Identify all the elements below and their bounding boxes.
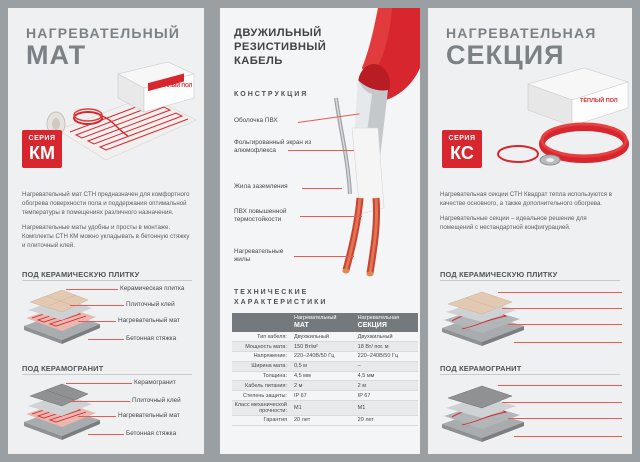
tech-heading-line2: ХАРАКТЕРИСТИКИ xyxy=(234,299,328,307)
spec-row xyxy=(232,381,418,391)
lead-line xyxy=(300,216,362,217)
cable-title-line1: ДВУЖИЛЬНЫЙ xyxy=(234,27,322,39)
spec-mat-value: 150 Вт/м² xyxy=(292,342,356,352)
section-panel xyxy=(428,8,632,454)
tile-layer-label-4: Бетонная стяжка xyxy=(126,335,177,342)
spec-header-mat-big: МАТ xyxy=(294,321,309,329)
lead-line xyxy=(498,292,622,293)
spec-mat-value: 20 лет xyxy=(292,416,356,426)
spec-section-value: 18 Вт/ пог. м xyxy=(356,342,418,352)
spec-header-section xyxy=(356,313,418,332)
spec-key: Напряжение: xyxy=(232,352,292,362)
cable-title-line2: РЕЗИСТИВНЫЙ xyxy=(234,41,327,53)
spec-mat-value: 2 м xyxy=(292,381,356,391)
lead-line xyxy=(88,339,124,340)
construction-heading: КОНСТРУКЦИЯ xyxy=(234,91,309,98)
spec-header-section-big: СЕКЦИЯ xyxy=(357,321,387,329)
spec-header-row xyxy=(232,313,418,332)
cable-title-line3: КАБЕЛЬ xyxy=(234,55,283,67)
granite-layers-image xyxy=(22,378,102,442)
spec-header-empty xyxy=(232,313,292,332)
lead-line xyxy=(66,383,132,384)
mat-description xyxy=(22,191,194,251)
lead-line xyxy=(514,436,622,437)
section-tile-layers-image xyxy=(440,288,526,348)
cable-label-heating-cores: Нагревательные жилы xyxy=(234,248,284,264)
mat-granite-heading: ПОД КЕРАМОГРАНИТ xyxy=(22,364,104,373)
spec-section-value: М1 xyxy=(356,401,418,416)
lead-line xyxy=(302,188,342,189)
granite-layer-label-4: Бетонная стяжка xyxy=(126,430,177,437)
spec-section-value: Двухжильный xyxy=(356,332,418,342)
cable-label-earth: Жила заземления xyxy=(234,183,288,190)
cable-label-foil: Фольгированный экран из алюмофлекса xyxy=(234,139,312,155)
mat-desc-p2: Нагревательные маты удобны и просты в монтаже. Комплекты СТН КМ можно укладывать в бетонную стяжку и плиточный клей. xyxy=(22,223,190,249)
section-desc-p2: Нагревательные секции – идеальное решение для помещений с нестандартной конфигурацией. xyxy=(440,214,587,231)
spec-key: Класс механической прочности: xyxy=(232,401,292,416)
mat-desc-p1: Нагревательный мат СТН предназначен для комфортного обогрева поверхности пола и поддержания оптимальной температуры в помещениях различного назначения. xyxy=(22,191,190,216)
spec-key: Толщина: xyxy=(232,371,292,381)
spec-key: Тип кабеля: xyxy=(232,332,292,342)
lead-line xyxy=(288,150,354,151)
spec-row xyxy=(232,401,418,416)
section-desc-p1: Нагревательная секции СТН Квадрат тепла используются в качестве основного, а также дополнительного обогрева. xyxy=(440,191,613,207)
spec-mat-value: М1 xyxy=(292,401,356,416)
mat-series-code: КМ xyxy=(29,143,55,163)
spec-key: Ширина мата: xyxy=(232,361,292,371)
tile-layer-label-2: Плиточный клей xyxy=(126,301,175,308)
tile-layer-label-3: Нагревательный мат xyxy=(118,317,180,324)
lead-line xyxy=(78,321,116,322)
spec-header-section-small: Нагревательная xyxy=(357,315,400,321)
spec-mat-value: 4,5 мм xyxy=(292,371,356,381)
tile-layers-image xyxy=(22,286,102,346)
section-series-code: КС xyxy=(450,143,474,163)
cable-label-sheath: Оболочка ПВХ xyxy=(234,117,278,124)
mat-series-label: СЕРИЯ xyxy=(28,135,56,142)
section-tile-heading: ПОД КЕРАМИЧЕСКУЮ ПЛИТКУ xyxy=(440,270,558,279)
spec-header-mat-small: Нагревательный xyxy=(294,315,337,321)
spec-row xyxy=(232,332,418,342)
divider xyxy=(440,374,620,375)
section-title xyxy=(446,26,597,69)
spec-key: Гарантия xyxy=(232,416,292,426)
spec-section-value: 2 м xyxy=(356,381,418,391)
granite-layer-label-2: Плиточный клей xyxy=(132,397,181,404)
spec-row xyxy=(232,342,418,352)
spec-mat-value: 220–240В/50 Гц xyxy=(292,352,356,362)
lead-line xyxy=(508,418,622,419)
spec-header-mat xyxy=(292,313,356,332)
lead-line xyxy=(514,342,622,343)
mat-tile-heading: ПОД КЕРАМИЧЕСКУЮ ПЛИТКУ xyxy=(22,270,140,279)
cable-label-insulation: ПВХ повышенной термостойкости xyxy=(234,208,287,224)
cable-panel xyxy=(220,8,420,454)
tile-layer-label-1: Керамическая плитка xyxy=(120,285,185,292)
spec-row xyxy=(232,391,418,401)
spec-table xyxy=(232,313,418,426)
tech-heading-line1: ТЕХНИЧЕСКИЕ xyxy=(234,289,309,296)
section-product-image xyxy=(488,64,632,174)
spec-mat-value: 0,5 м xyxy=(292,361,356,371)
lead-line xyxy=(294,256,354,257)
section-series-badge xyxy=(442,130,482,168)
divider xyxy=(22,280,192,281)
section-series-label: СЕРИЯ xyxy=(448,135,476,142)
section-description xyxy=(440,191,620,233)
spec-mat-value: IP 67 xyxy=(292,391,356,401)
lead-line xyxy=(70,305,124,306)
spec-section-value: 220–240В/50 Гц xyxy=(356,352,418,362)
lead-line xyxy=(70,401,130,402)
spec-key: Степень защиты: xyxy=(232,391,292,401)
spec-key: Кабель питания: xyxy=(232,381,292,391)
mat-title-line2: МАТ xyxy=(26,40,87,70)
section-granite-heading: ПОД КЕРАМОГРАНИТ xyxy=(440,364,522,373)
section-title-line2: СЕКЦИЯ xyxy=(446,40,565,70)
section-granite-layers-image xyxy=(440,380,526,444)
spec-row xyxy=(232,361,418,371)
spec-section-value: 4,5 мм xyxy=(356,371,418,381)
divider xyxy=(440,280,620,281)
spec-section-value: 20 лет xyxy=(356,416,418,426)
cable-illustration xyxy=(300,8,420,283)
spec-row xyxy=(232,416,418,426)
spec-section-value: – xyxy=(356,361,418,371)
spec-section-value: IP 67 xyxy=(356,391,418,401)
spec-row xyxy=(232,371,418,381)
spec-row xyxy=(232,352,418,362)
spec-key: Мощность мата: xyxy=(232,342,292,352)
spec-mat-value: Двухжильный xyxy=(292,332,356,342)
tech-heading xyxy=(234,288,327,308)
lead-line xyxy=(502,402,622,403)
section-title-line1: НАГРЕВАТЕЛЬНАЯ xyxy=(446,25,597,41)
lead-line xyxy=(88,434,124,435)
lead-line xyxy=(66,289,118,290)
granite-layer-label-3: Нагревательный мат xyxy=(118,412,180,419)
divider xyxy=(22,374,192,375)
lead-line xyxy=(78,416,116,417)
mat-title-line1: НАГРЕВАТЕЛЬНЫЙ xyxy=(26,25,181,41)
section-box-brand: ТЁПЛЫЙ ПОЛ xyxy=(580,98,618,104)
mat-series-badge xyxy=(22,130,62,168)
lead-line xyxy=(498,385,622,386)
lead-line xyxy=(508,324,622,325)
granite-layer-label-1: Керамогранит xyxy=(134,379,176,386)
mat-box-brand: ТЁПЛЫЙ ПОЛ xyxy=(158,83,193,89)
mat-panel xyxy=(8,8,204,454)
lead-line xyxy=(502,308,622,309)
